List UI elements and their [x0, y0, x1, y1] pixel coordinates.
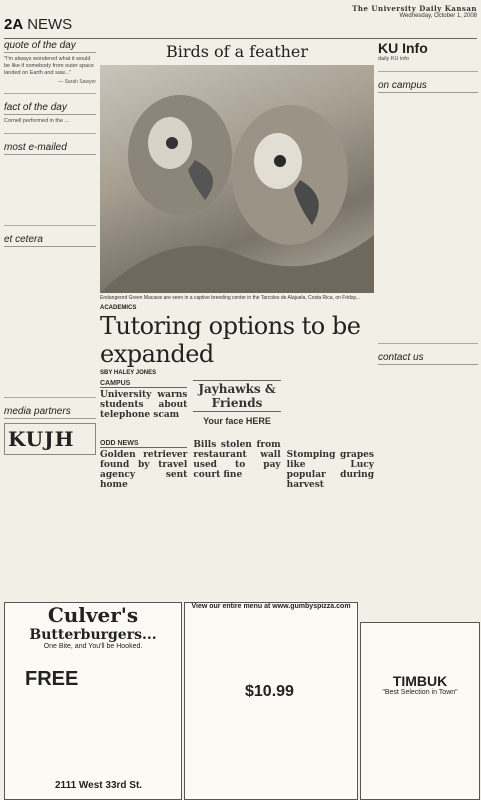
- fact-text: Cornell performed in the ...: [4, 118, 70, 124]
- paper-name: The University Daily Kansan: [352, 4, 477, 13]
- ad-strip: [0, 602, 481, 800]
- campus-headline: University warns students about telephone scam: [100, 389, 188, 420]
- timbuk-ad: [360, 622, 480, 800]
- page-number: [4, 16, 72, 33]
- story-col-2: [193, 380, 280, 492]
- kujh-logo: KUJH: [8, 427, 75, 451]
- gumbys-ad: [184, 602, 358, 800]
- story-body: [100, 380, 374, 492]
- corrections-title: et cetera: [4, 234, 96, 247]
- main-headline: Tutoring options to be expanded: [100, 311, 361, 368]
- on-campus-title: on campus: [378, 80, 478, 93]
- gumbys-url: View our entire menu at www.gumbyspizza.com: [191, 603, 351, 610]
- most-emailed-title: most e-mailed: [4, 142, 96, 155]
- kujh-logo-box: [4, 423, 96, 455]
- right-rail: [378, 40, 478, 368]
- contact-us-title: contact us: [378, 352, 478, 365]
- story-col-3: [287, 380, 374, 492]
- bills-headline: Bills stolen from restaurant wall used to pay court fine: [193, 439, 281, 480]
- page-header: [4, 2, 477, 39]
- macaw-photo: [100, 65, 374, 293]
- daily-ku-info: daily KU info: [378, 56, 409, 62]
- your-face-here: Your face HERE: [203, 415, 271, 426]
- photo-title: Birds of a feather: [165, 42, 309, 61]
- macaw-illustration: [100, 65, 374, 293]
- timbuk-sub: "Best Selection in Town": [382, 689, 458, 696]
- culvers-tag: One Bite, and You'll be Hooked.: [43, 643, 143, 650]
- timbuk-name: TIMBUK: [392, 673, 448, 689]
- section-name: NEWS: [27, 16, 73, 33]
- story-kicker: ACADEMICS: [100, 304, 137, 311]
- left-rail: [4, 40, 96, 600]
- masthead: [352, 4, 477, 19]
- page-number-value: 2A: [4, 16, 24, 33]
- center-column: [100, 40, 374, 492]
- stomping-headline: Stomping grapes like Lucy popular during harvest: [286, 449, 374, 490]
- photo-caption: Endangered Green Macaws are seen in a captive breeding center in the Tarcoles de Alajuela, Costa Rica, on Friday...: [100, 295, 360, 301]
- quote-title: quote of the day: [4, 40, 96, 53]
- culvers-free: FREE: [25, 668, 79, 690]
- issue-date: Wednesday, October 1, 2008: [399, 13, 477, 19]
- odd-news-headline: Golden retriever found by travel agency sent home: [100, 449, 188, 490]
- fact-title: fact of the day: [4, 102, 96, 115]
- quote-text: "I'm always wondered what it would be like if somebody from outer space landed on Earth and saw...": [4, 56, 94, 76]
- odd-news-title: ODD NEWS: [100, 440, 187, 448]
- quote-credit: — Sarah Sawyer: [58, 79, 96, 85]
- culvers-sub: Butterburgers...: [29, 627, 157, 643]
- media-title: media partners: [4, 406, 96, 419]
- culvers-ad: [4, 602, 182, 800]
- story-byline: SBY HALEY JONES: [100, 369, 157, 376]
- ku-info-title: KU Info: [378, 40, 428, 56]
- story-col-1: [100, 380, 187, 492]
- culvers-address: 2111 West 33rd St.: [55, 780, 143, 791]
- jayhawks-title: Jayhawks & Friends: [193, 380, 280, 412]
- campus-kicker: CAMPUS: [100, 380, 187, 388]
- gumbys-price: $10.99: [245, 683, 294, 700]
- culvers-title: Culver's: [47, 603, 139, 627]
